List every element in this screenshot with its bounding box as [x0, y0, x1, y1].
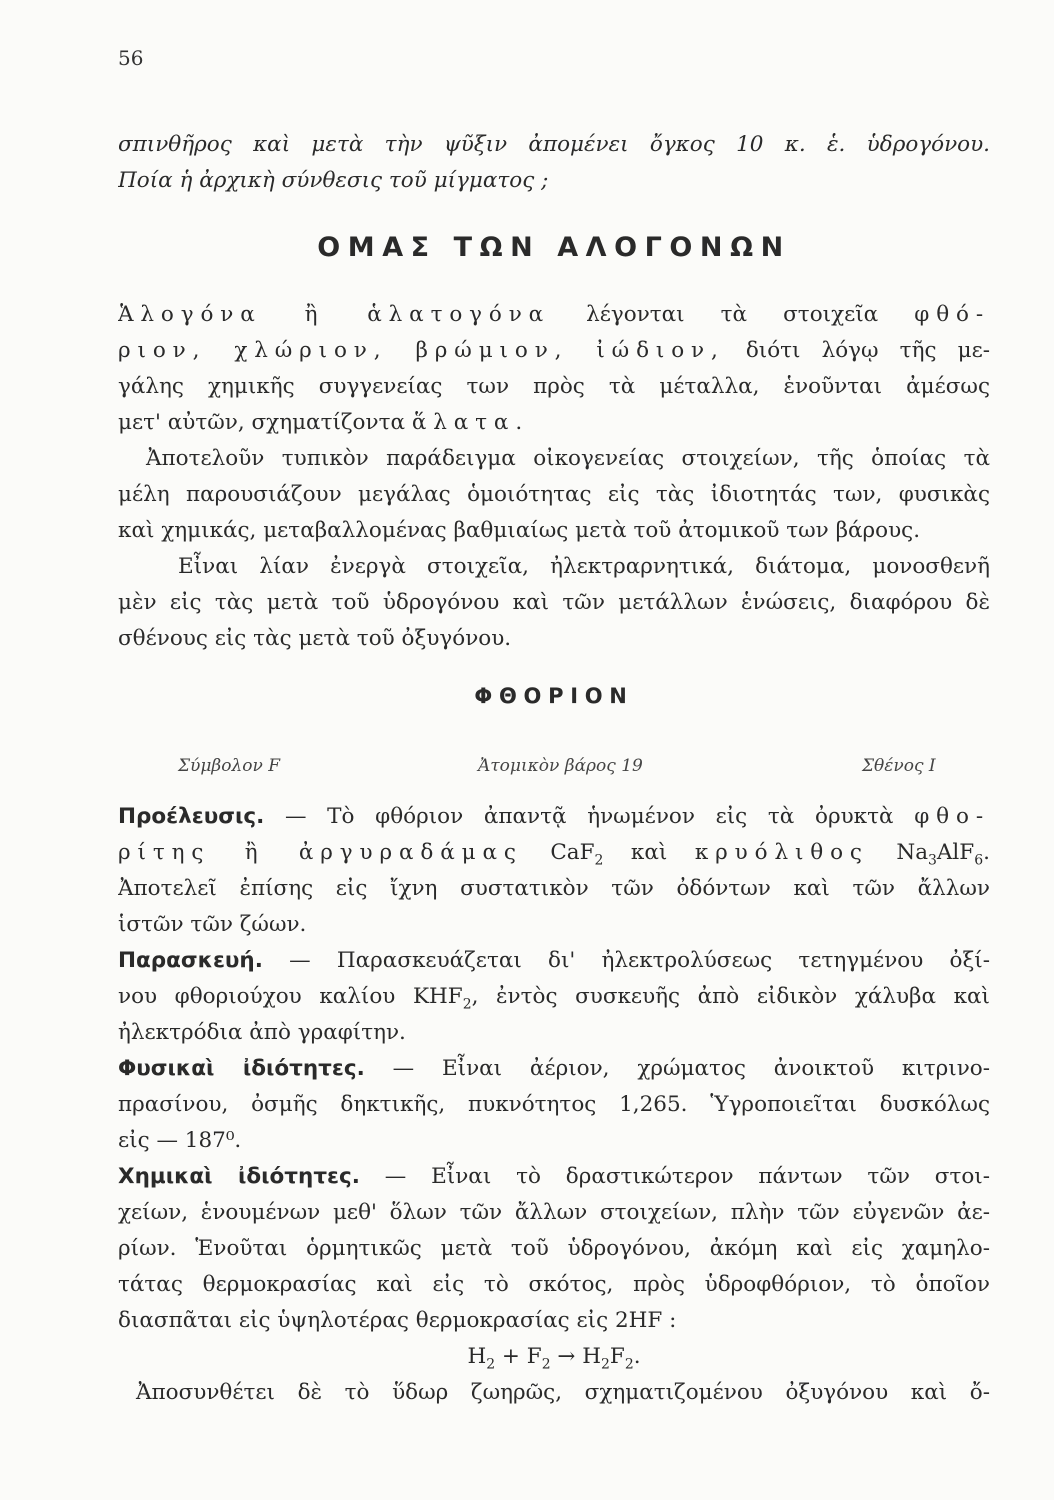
- subsection-label: Φυσικαὶ ἰδιότητες.: [118, 1056, 365, 1081]
- formula-na3alf6: $Na_3AlF_6$.: [896, 840, 990, 869]
- text-line: Ἀποτελεῖ ἐπίσης εἰς ἴχνη συστατικὸν τῶν ὀδόντων καὶ τῶν ἄλλων: [118, 876, 990, 901]
- text-line: τάτας θερμοκρασίας καὶ εἰς τὸ σκότος, πρὸς ὑδροφθόριον, τὸ ὁποῖον: [118, 1272, 990, 1297]
- text-line: Ἀποσυνθέτει δὲ τὸ ὕδωρ ζωηρῶς, σχηματιζομένου ὀξυγόνου καὶ ὄ-: [136, 1380, 990, 1405]
- element-valence: Σθένος I: [862, 756, 936, 776]
- paragraph-family: [118, 441, 990, 549]
- text-line: Χημικαὶ ἰδιότητες. — Εἶναι τὸ δραστικώτερον πάντων τῶν στοι-: [118, 1164, 990, 1189]
- section-title: ΟΜΑΣ ΤΩΝ ΑΛΟΓΟΝΩΝ: [317, 232, 791, 263]
- paragraph-chemical: [118, 1159, 990, 1411]
- text-line: γάλης χημικῆς συγγενείας των πρὸς τὰ μέταλλα, ἑνοῦνται ἀμέσως: [118, 374, 990, 399]
- intro-text: [118, 127, 990, 199]
- text-line: ἱστῶν τῶν ζώων.: [118, 912, 307, 937]
- text-line: εἰς — 187⁰.: [118, 1128, 242, 1153]
- subsection-label: Χημικαὶ ἰδιότητες.: [118, 1164, 360, 1189]
- text-line: Φυσικαὶ ἰδιότητες. — Εἶναι ἀέριον, χρώματος ἀνοικτοῦ κιτρινο-: [118, 1056, 990, 1081]
- text-line: Παρασκευή. — Παρασκευάζεται δι' ἠλεκτρολύσεως τετηγμένου ὀξί-: [118, 948, 990, 973]
- text-line: νου φθοριούχου καλίου $KHF_2$, ἐντὸς συσκευῆς ἀπὸ εἰδικὸν χάλυβα καὶ: [118, 984, 990, 1013]
- text-line: Ἁλογόνα ἢ ἁλατογόνα λέγονται τὰ στοιχεῖα φθό-: [118, 302, 990, 327]
- text-line: ἠλεκτρόδια ἀπὸ γραφίτην.: [118, 1020, 406, 1045]
- paragraph-halogens: [118, 297, 990, 441]
- text-line: σπινθῆρος καὶ μετὰ τὴν ψῦξιν ἀπομένει ὄγκος 10 κ. ἑ. ὑδρογόνου.: [118, 132, 990, 157]
- text-line: ριον, χλώριον, βρώμιον, ἰώδιον, διότι λόγῳ τῆς με-: [118, 338, 990, 363]
- text-line: ρίτης ἢ ἀργυραδάμας CaF$_2$ καὶ κρυόλιθος $Na_3AlF_6$.: [118, 840, 990, 869]
- text-line: Ποία ἡ ἀρχικὴ σύνθεσις τοῦ μίγματος ;: [118, 168, 549, 193]
- subsection-label: Προέλευσις.: [118, 804, 265, 829]
- text-line: Ἀποτελοῦν τυπικὸν παράδειγμα οἰκογενείας στοιχείων, τῆς ὁποίας τὰ: [146, 446, 990, 471]
- text-line: διασπᾶται εἰς ὑψηλοτέρας θερμοκρασίας εἰς 2HF :: [118, 1308, 677, 1333]
- chemical-equation: $H_2 + F_2 \to H_2F_2$.: [467, 1344, 641, 1373]
- page-number: 56: [118, 46, 144, 70]
- paragraph-activity: [118, 549, 990, 657]
- paragraph-physical: [118, 1051, 990, 1159]
- formula-caf2: CaF$_2$: [550, 840, 604, 869]
- paragraph-preparation: [118, 943, 990, 1051]
- subsection-label: Παρασκευή.: [118, 948, 263, 973]
- text-line: μετ' αὐτῶν, σχηματίζοντα ἅλατα.: [118, 410, 530, 435]
- formula-khf2: $KHF_2$: [412, 984, 472, 1013]
- text-line: ρίων. Ἑνοῦται ὁρμητικῶς μετὰ τοῦ ὑδρογόνου, ἀκόμη καὶ εἰς χαμηλο-: [118, 1236, 990, 1261]
- text-line: μέλη παρουσιάζουν μεγάλας ὁμοιότητας εἰς τὰς ἰδιοτητάς των, φυσικὰς: [118, 482, 990, 507]
- element-symbol: Σύμβολον F: [178, 756, 281, 776]
- text-line: χείων, ἑνουμένων μεθ' ὅλων τῶν ἄλλων στοιχείων, πλὴν τῶν εὐγενῶν ἀε-: [118, 1200, 990, 1225]
- paragraph-origin: [118, 799, 990, 943]
- text-line: καὶ χημικάς, μεταβαλλομένας βαθμιαίως μετὰ τοῦ ἀτομικοῦ των βάρους.: [118, 518, 921, 543]
- text-line: Εἶναι λίαν ἐνεργὰ στοιχεῖα, ἠλεκτραρνητικά, διάτομα, μονοσθενῆ: [178, 554, 990, 579]
- text-line: μὲν εἰς τὰς μετὰ τοῦ ὑδρογόνου καὶ τῶν μετάλλων ἑνώσεις, διαφόρου δὲ: [118, 590, 990, 615]
- element-atomic-weight: Ἀτομικὸν βάρος 19: [478, 756, 643, 776]
- text-line: σθένους εἰς τὰς μετὰ τοῦ ὀξυγόνου.: [118, 626, 512, 651]
- text-line: πρασίνου, ὀσμῆς δηκτικῆς, πυκνότητος 1,265. Ὑγροποιεῖται δυσκόλως: [118, 1092, 990, 1117]
- text-line: Προέλευσις. — Τὸ φθόριον ἀπαντᾷ ἡνωμένον εἰς τὰ ὀρυκτὰ φθο-: [118, 804, 990, 829]
- element-title: ΦΘΟΡΙΟΝ: [474, 684, 634, 708]
